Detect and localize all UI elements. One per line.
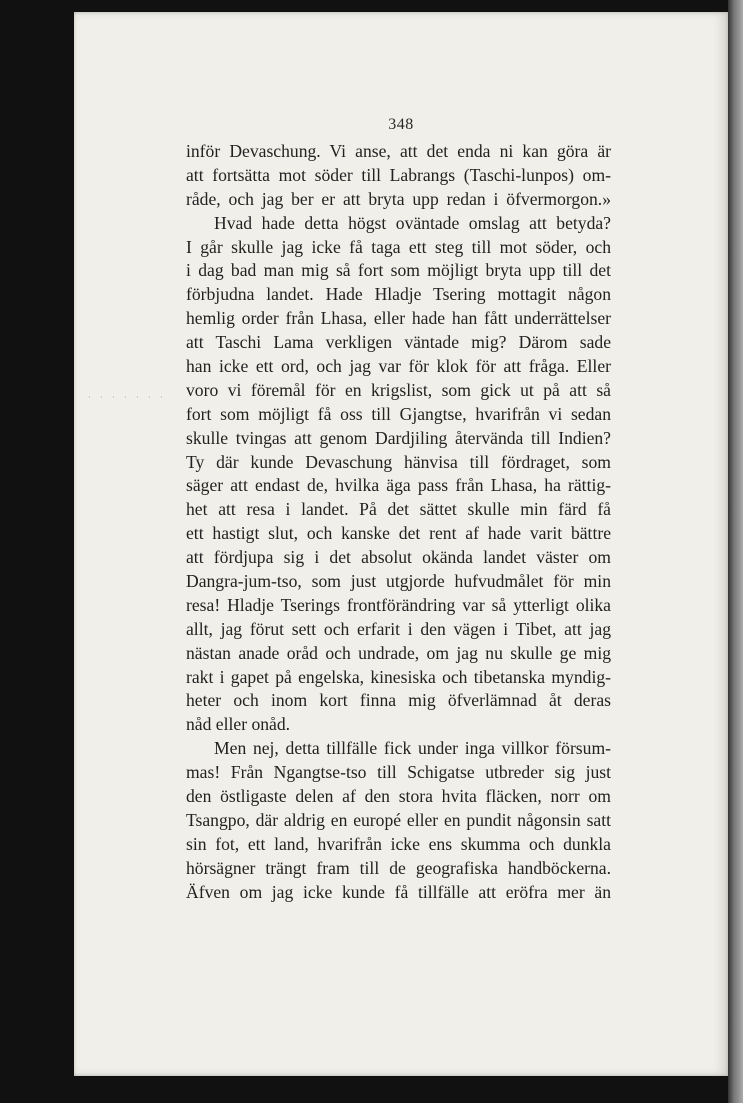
text-line: inför Devaschung. Vi anse, att det enda ni kan göra är bbox=[186, 141, 611, 161]
text-line: att fördjupa sig i det absolut okända landet väster om bbox=[186, 547, 611, 568]
text-line: skulle tvingas att genom Dardjiling återvända till Indien? bbox=[186, 427, 611, 448]
text-line: hemlig order från Lhasa, eller hade han fått underrättelser bbox=[186, 308, 611, 329]
text-line: voro vi föremål för en krigslist, som gick ut på att så bbox=[186, 379, 611, 400]
text-line: resa! Hladje Tserings frontförändring var så ytterligt olika bbox=[186, 594, 611, 615]
text-line: i dag bad man mig så fort som möjligt bryta upp till det bbox=[186, 260, 611, 281]
text-line: den östligaste delen af den stora hvita fläcken, norr om bbox=[186, 786, 611, 807]
text-line: I går skulle jag icke få taga ett steg till mot söder, och bbox=[186, 236, 611, 257]
margin-dots: ······· bbox=[88, 392, 172, 402]
page-edge-shadow bbox=[728, 0, 743, 1103]
text-line: att Taschi Lama verkligen väntade mig? Därom sade bbox=[186, 332, 611, 353]
text-line: Dangra-jum-tso, som just utgjorde hufvudmålet för min bbox=[186, 571, 611, 592]
text-line: Äfven om jag icke kunde få tillfälle att eröfra mer än bbox=[186, 881, 611, 902]
body-text bbox=[186, 140, 611, 905]
text-line: säger att endast de, hvilka äga pass från Lhasa, ha rättig- bbox=[186, 475, 611, 496]
text-line: fort som möjligt få oss till Gjangtse, hvarifrån vi sedan bbox=[186, 403, 611, 424]
text-line: Hvad hade detta högst oväntade omslag att betyda? bbox=[214, 212, 611, 233]
text-line: förbjudna landet. Hade Hladje Tsering mottagit någon bbox=[186, 284, 611, 305]
text-line: mas! Från Ngangtse-tso till Schigatse utbreder sig just bbox=[186, 762, 611, 783]
text-line: ett hastigt slut, och kanske det rent af hade varit bättre bbox=[186, 523, 611, 544]
text-line: hörsägner trängt fram till de geografiska handböckerna. bbox=[186, 857, 611, 878]
text-line: rakt i gapet på engelska, kinesiska och tibetanska myndig- bbox=[186, 666, 611, 687]
text-line: att fortsätta mot söder till Labrangs (Taschi-lunpos) om- bbox=[186, 164, 611, 185]
text-line: råde, och jag ber er att bryta upp redan i öfvermorgon.» bbox=[186, 188, 611, 209]
text-line: nåd eller onåd. bbox=[186, 714, 291, 735]
text-line: nästan anade oråd och undrade, om jag nu skulle ge mig bbox=[186, 642, 611, 663]
text-line: Men nej, detta tillfälle fick under inga villkor försum- bbox=[214, 738, 611, 759]
text-line: allt, jag förut sett och erfarit i den vägen i Tibet, att jag bbox=[186, 618, 611, 639]
text-line: han icke ett ord, och jag var för klok för att fråga. Eller bbox=[186, 356, 611, 377]
text-line: Tsangpo, där aldrig en europé eller en pundit någonsin satt bbox=[186, 809, 611, 830]
text-line: het att resa i landet. På det sättet skulle min färd få bbox=[186, 499, 611, 520]
text-line: Ty där kunde Devaschung hänvisa till fördraget, som bbox=[186, 451, 611, 472]
text-line: sin fot, ett land, hvarifrån icke ens skumma och dunkla bbox=[186, 833, 611, 854]
text-line: heter och inom kort finna mig öfverlämnad åt deras bbox=[186, 690, 611, 711]
page-number: 348 bbox=[388, 116, 414, 133]
